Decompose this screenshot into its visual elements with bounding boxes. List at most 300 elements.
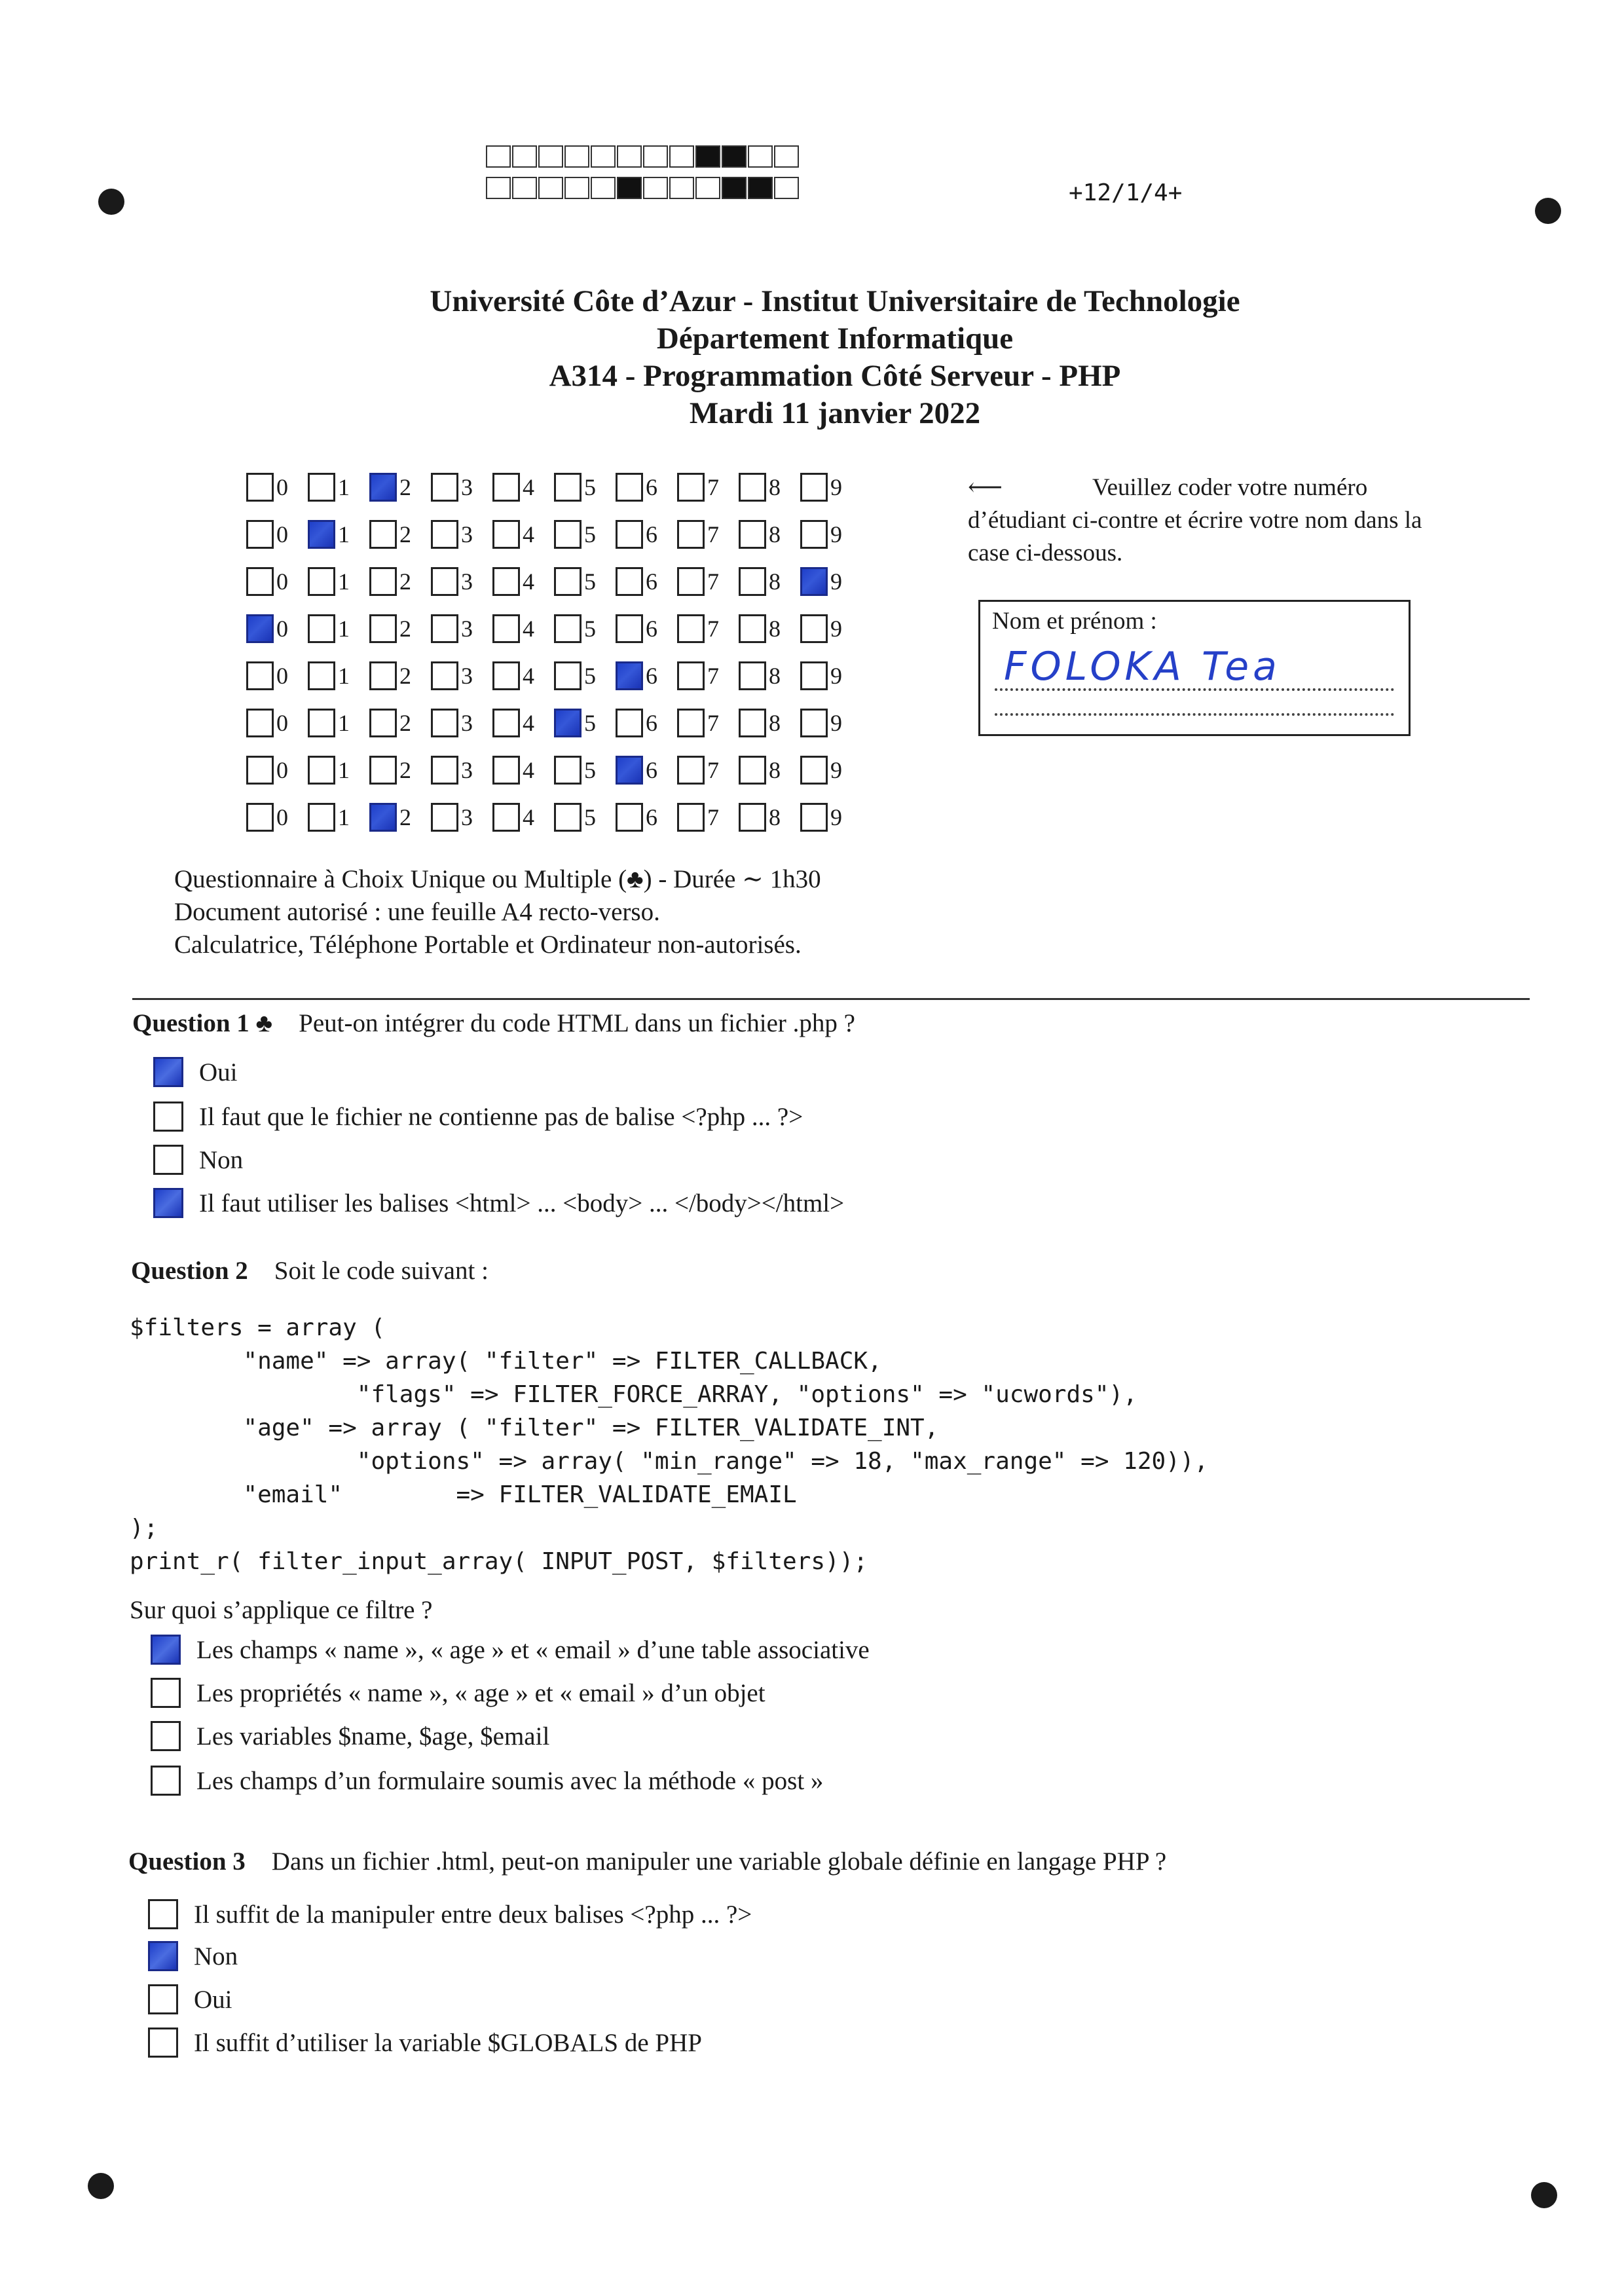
question-3-text: Dans un fichier .html, peut-on manipuler une variable globale définie en langage PHP ?: [271, 1847, 1167, 1876]
barcode-cell: [512, 145, 537, 168]
digit-checkbox[interactable]: [800, 803, 828, 832]
digit-label: 7: [707, 568, 719, 595]
answer-option[interactable]: [151, 1721, 549, 1751]
digit-option[interactable]: [554, 756, 616, 785]
digit-label: 9: [830, 568, 842, 595]
digit-checkbox[interactable]: [616, 614, 643, 643]
digit-label: 5: [584, 521, 596, 547]
digit-checkbox[interactable]: [739, 473, 766, 502]
question-2-title: [131, 1256, 489, 1286]
digit-checkbox[interactable]: [616, 709, 643, 737]
digit-option[interactable]: [800, 614, 862, 643]
digit-label: 4: [523, 521, 534, 547]
digit-option[interactable]: [554, 803, 616, 832]
barcode-row-2: [486, 177, 800, 199]
digit-option[interactable]: [308, 473, 369, 502]
digit-option[interactable]: [246, 614, 308, 643]
digit-checkbox[interactable]: [308, 661, 335, 690]
digit-option[interactable]: [308, 803, 369, 832]
digit-label: 3: [461, 474, 473, 500]
barcode-cell: [774, 145, 799, 168]
digit-option[interactable]: [308, 709, 369, 737]
digit-option[interactable]: [739, 473, 800, 502]
digit-checkbox[interactable]: [431, 661, 458, 690]
digit-checkbox[interactable]: [492, 709, 520, 737]
digit-label: 2: [399, 616, 411, 642]
digit-checkbox[interactable]: [492, 567, 520, 596]
barcode-cell: [722, 177, 747, 199]
digit-option[interactable]: [431, 614, 492, 643]
digit-label: 5: [584, 804, 596, 830]
digit-option[interactable]: [616, 567, 677, 596]
digit-checkbox[interactable]: [308, 756, 335, 785]
name-line-2: [995, 700, 1394, 716]
answer-option[interactable]: [153, 1102, 803, 1132]
barcode-cell: [695, 145, 720, 168]
corner-mark-bottom-right: [1531, 2182, 1557, 2208]
digit-option[interactable]: [492, 661, 554, 690]
digit-option[interactable]: [739, 803, 800, 832]
answer-text: Non: [194, 1942, 238, 1971]
digit-checkbox[interactable]: [554, 473, 581, 502]
exam-header: [0, 283, 1624, 432]
digit-checkbox[interactable]: [616, 803, 643, 832]
php-code-block: $filters = array ( "name" => array( "filter" => FILTER_CALLBACK, "flags" => FILTER_FORCE_ARRAY, "options" => "ucwords"), "age" => array ( "filter" => FILTER_VALIDATE_INT, "options" => array( "min_range" => 18, "max_range" => 120)), "email" => FILTER_VALIDATE_EMAIL ); print_r( filter_input_array( INPUT_POST, $filters));: [130, 1314, 1209, 1575]
digit-label: 8: [769, 804, 781, 830]
answer-option[interactable]: [153, 1188, 844, 1218]
digit-label: 3: [461, 710, 473, 736]
digit-checkbox[interactable]: [369, 756, 397, 785]
digit-option[interactable]: [616, 803, 677, 832]
answer-checkbox[interactable]: [148, 1984, 178, 2014]
exam-info: [174, 863, 821, 961]
question-3-label: Question 3: [128, 1847, 246, 1876]
digit-label: 2: [399, 663, 411, 689]
digit-label: 2: [399, 521, 411, 547]
answer-text: Il suffit de la manipuler entre deux balises <?php ... ?>: [194, 1900, 752, 1929]
digit-option[interactable]: [308, 614, 369, 643]
digit-label: 3: [461, 616, 473, 642]
digit-option[interactable]: [492, 756, 554, 785]
question-2-prompt: Sur quoi s’applique ce filtre ?: [130, 1596, 433, 1624]
barcode-cell: [748, 145, 773, 168]
digit-checkbox[interactable]: [431, 803, 458, 832]
digit-option[interactable]: [369, 473, 431, 502]
barcode-cell: [748, 177, 773, 199]
barcode-cell: [617, 145, 642, 168]
digit-checkbox[interactable]: [308, 567, 335, 596]
digit-label: 7: [707, 474, 719, 500]
digit-label: 5: [584, 757, 596, 783]
digit-checkbox[interactable]: [739, 756, 766, 785]
digit-option[interactable]: [431, 567, 492, 596]
digit-label: 8: [769, 710, 781, 736]
digit-checkbox[interactable]: [246, 473, 274, 502]
corner-mark-top-left: [98, 189, 124, 215]
answer-option[interactable]: [148, 1899, 752, 1929]
digit-checkbox[interactable]: [308, 520, 335, 549]
digit-label: 7: [707, 710, 719, 736]
digit-checkbox[interactable]: [308, 709, 335, 737]
digit-checkbox[interactable]: [677, 709, 705, 737]
digit-checkbox[interactable]: [431, 473, 458, 502]
digit-checkbox[interactable]: [431, 520, 458, 549]
digit-checkbox[interactable]: [677, 661, 705, 690]
digit-option[interactable]: [431, 473, 492, 502]
digit-checkbox[interactable]: [369, 473, 397, 502]
digit-option[interactable]: [308, 661, 369, 690]
digit-checkbox[interactable]: [492, 756, 520, 785]
digit-label: 1: [338, 757, 350, 783]
barcode-cell: [643, 177, 668, 199]
digit-label: 6: [646, 804, 657, 830]
answer-option[interactable]: [148, 2028, 702, 2058]
digit-checkbox[interactable]: [369, 567, 397, 596]
digit-option[interactable]: [246, 661, 308, 690]
digit-option[interactable]: [616, 661, 677, 690]
digit-checkbox[interactable]: [369, 661, 397, 690]
answer-checkbox[interactable]: [151, 1721, 181, 1751]
digit-checkbox[interactable]: [369, 803, 397, 832]
digit-checkbox[interactable]: [431, 614, 458, 643]
digit-option[interactable]: [554, 709, 616, 737]
digit-label: 4: [523, 663, 534, 689]
student-number-row: [246, 794, 862, 841]
student-number-row: [246, 747, 862, 794]
digit-option[interactable]: [492, 473, 554, 502]
digit-option[interactable]: [554, 661, 616, 690]
digit-label: 6: [646, 521, 657, 547]
digit-label: 4: [523, 616, 534, 642]
digit-option[interactable]: [308, 520, 369, 549]
digit-label: 5: [584, 568, 596, 595]
digit-label: 2: [399, 757, 411, 783]
digit-checkbox[interactable]: [246, 756, 274, 785]
answer-checkbox[interactable]: [148, 1941, 178, 1971]
digit-checkbox[interactable]: [677, 614, 705, 643]
digit-option[interactable]: [246, 520, 308, 549]
name-box[interactable]: [978, 600, 1411, 736]
answer-checkbox[interactable]: [151, 1678, 181, 1708]
digit-label: 0: [276, 710, 288, 736]
digit-option[interactable]: [431, 520, 492, 549]
answer-option[interactable]: [153, 1145, 243, 1175]
digit-checkbox[interactable]: [308, 803, 335, 832]
digit-option[interactable]: [308, 567, 369, 596]
digit-checkbox[interactable]: [677, 520, 705, 549]
digit-checkbox[interactable]: [800, 567, 828, 596]
digit-checkbox[interactable]: [554, 803, 581, 832]
answer-text: Les variables $name, $age, $email: [196, 1722, 550, 1750]
digit-option[interactable]: [800, 520, 862, 549]
digit-option[interactable]: [246, 756, 308, 785]
digit-checkbox[interactable]: [308, 473, 335, 502]
digit-checkbox[interactable]: [246, 803, 274, 832]
digit-label: 9: [830, 521, 842, 547]
digit-label: 4: [523, 568, 534, 595]
digit-checkbox[interactable]: [308, 614, 335, 643]
digit-label: 8: [769, 663, 781, 689]
digit-option[interactable]: [308, 756, 369, 785]
digit-option[interactable]: [492, 709, 554, 737]
digit-label: 0: [276, 616, 288, 642]
digit-option[interactable]: [246, 567, 308, 596]
answer-text: Les champs d’un formulaire soumis avec la méthode « post »: [196, 1766, 824, 1795]
digit-checkbox[interactable]: [492, 614, 520, 643]
digit-option[interactable]: [554, 614, 616, 643]
digit-checkbox[interactable]: [492, 520, 520, 549]
digit-checkbox[interactable]: [554, 709, 581, 737]
digit-label: 6: [646, 710, 657, 736]
digit-option[interactable]: [431, 709, 492, 737]
digit-label: 0: [276, 568, 288, 595]
answer-checkbox[interactable]: [153, 1188, 183, 1218]
digit-option[interactable]: [616, 520, 677, 549]
digit-label: 0: [276, 663, 288, 689]
digit-label: 7: [707, 663, 719, 689]
digit-option[interactable]: [739, 567, 800, 596]
digit-option[interactable]: [246, 709, 308, 737]
digit-checkbox[interactable]: [246, 709, 274, 737]
digit-checkbox[interactable]: [616, 567, 643, 596]
digit-option[interactable]: [492, 520, 554, 549]
digit-option[interactable]: [677, 614, 739, 643]
digit-checkbox[interactable]: [677, 473, 705, 502]
answer-option[interactable]: [148, 1984, 232, 2014]
exam-info-line-3: Calculatrice, Téléphone Portable et Ordinateur non-autorisés.: [174, 931, 802, 959]
digit-checkbox[interactable]: [431, 567, 458, 596]
question-1-label: Question 1 ♣: [132, 1009, 273, 1037]
digit-label: 0: [276, 804, 288, 830]
digit-option[interactable]: [677, 661, 739, 690]
digit-option[interactable]: [677, 567, 739, 596]
digit-checkbox[interactable]: [554, 520, 581, 549]
digit-checkbox[interactable]: [616, 756, 643, 785]
digit-option[interactable]: [677, 520, 739, 549]
answer-checkbox[interactable]: [153, 1145, 183, 1175]
digit-checkbox[interactable]: [677, 567, 705, 596]
digit-checkbox[interactable]: [739, 614, 766, 643]
digit-checkbox[interactable]: [739, 709, 766, 737]
digit-option[interactable]: [492, 803, 554, 832]
digit-label: 3: [461, 804, 473, 830]
answer-option[interactable]: [151, 1766, 823, 1796]
digit-option[interactable]: [246, 803, 308, 832]
digit-label: 3: [461, 757, 473, 783]
digit-option[interactable]: [369, 661, 431, 690]
barcode-cell: [774, 177, 799, 199]
question-2-text: Soit le code suivant :: [274, 1257, 489, 1285]
digit-label: 6: [646, 616, 657, 642]
digit-checkbox[interactable]: [246, 520, 274, 549]
digit-checkbox[interactable]: [369, 614, 397, 643]
digit-option[interactable]: [739, 614, 800, 643]
digit-checkbox[interactable]: [739, 661, 766, 690]
digit-checkbox[interactable]: [492, 473, 520, 502]
digit-option[interactable]: [369, 709, 431, 737]
barcode-cell: [695, 177, 720, 199]
question-3-title: [128, 1847, 1166, 1876]
digit-checkbox[interactable]: [554, 756, 581, 785]
digit-option[interactable]: [800, 473, 862, 502]
answer-text: Oui: [199, 1058, 238, 1086]
digit-option[interactable]: [369, 614, 431, 643]
digit-label: 7: [707, 804, 719, 830]
digit-checkbox[interactable]: [431, 756, 458, 785]
answer-option[interactable]: [153, 1057, 238, 1087]
corner-mark-top-right: [1535, 198, 1561, 224]
digit-option[interactable]: [554, 567, 616, 596]
digit-checkbox[interactable]: [800, 709, 828, 737]
header-date: Mardi 11 janvier 2022: [689, 396, 981, 430]
barcode-cell: [591, 177, 616, 199]
digit-option[interactable]: [677, 709, 739, 737]
barcode-cell: [643, 145, 668, 168]
digit-option[interactable]: [431, 661, 492, 690]
digit-option[interactable]: [739, 709, 800, 737]
digit-checkbox[interactable]: [492, 803, 520, 832]
digit-label: 4: [523, 804, 534, 830]
answer-text: Non: [199, 1145, 244, 1174]
instructions-rest: d’étudiant ci-contre et écrire votre nom dans la case ci-dessous.: [968, 507, 1422, 566]
digit-label: 2: [399, 804, 411, 830]
digit-option[interactable]: [369, 520, 431, 549]
digit-checkbox[interactable]: [554, 614, 581, 643]
digit-checkbox[interactable]: [554, 661, 581, 690]
digit-option[interactable]: [431, 803, 492, 832]
digit-label: 5: [584, 663, 596, 689]
digit-checkbox[interactable]: [739, 567, 766, 596]
digit-option[interactable]: [492, 614, 554, 643]
digit-option[interactable]: [800, 803, 862, 832]
answer-option[interactable]: [148, 1941, 238, 1971]
digit-label: 1: [338, 521, 350, 547]
sheet-code: +12/1/4+: [1069, 179, 1183, 206]
digit-option[interactable]: [369, 803, 431, 832]
digit-label: 8: [769, 568, 781, 595]
digit-option[interactable]: [800, 756, 862, 785]
digit-option[interactable]: [431, 756, 492, 785]
digit-checkbox[interactable]: [554, 567, 581, 596]
digit-checkbox[interactable]: [431, 709, 458, 737]
barcode-cell: [669, 177, 694, 199]
barcode-cell: [564, 177, 589, 199]
digit-checkbox[interactable]: [246, 614, 274, 643]
question-1-title: [132, 1009, 855, 1038]
name-box-label: Nom et prénom :: [992, 608, 1157, 635]
digit-option[interactable]: [677, 756, 739, 785]
digit-checkbox[interactable]: [369, 709, 397, 737]
student-number-grid: [246, 464, 862, 841]
digit-option[interactable]: [677, 473, 739, 502]
digit-checkbox[interactable]: [800, 614, 828, 643]
digit-option[interactable]: [616, 756, 677, 785]
digit-checkbox[interactable]: [246, 661, 274, 690]
digit-checkbox[interactable]: [616, 473, 643, 502]
digit-checkbox[interactable]: [492, 661, 520, 690]
digit-label: 7: [707, 757, 719, 783]
answer-option[interactable]: [151, 1678, 766, 1708]
digit-option[interactable]: [800, 567, 862, 596]
digit-option[interactable]: [616, 709, 677, 737]
digit-option[interactable]: [492, 567, 554, 596]
answer-text: Les champs « name », « age » et « email » d’une table associative: [196, 1635, 870, 1664]
digit-option[interactable]: [739, 661, 800, 690]
barcode-cell: [564, 145, 589, 168]
question-1-text: Peut-on intégrer du code HTML dans un fichier .php ?: [299, 1009, 855, 1037]
digit-option[interactable]: [800, 661, 862, 690]
digit-checkbox[interactable]: [800, 520, 828, 549]
digit-label: 1: [338, 616, 350, 642]
digit-label: 2: [399, 474, 411, 500]
digit-checkbox[interactable]: [677, 803, 705, 832]
digit-checkbox[interactable]: [739, 520, 766, 549]
answer-option[interactable]: [151, 1635, 870, 1665]
barcode-cell: [591, 145, 616, 168]
digit-option[interactable]: [739, 520, 800, 549]
digit-label: 8: [769, 757, 781, 783]
digit-label: 6: [646, 663, 657, 689]
digit-label: 1: [338, 474, 350, 500]
left-arrow-icon: ⟵: [968, 474, 1003, 501]
digit-checkbox[interactable]: [616, 661, 643, 690]
answer-checkbox[interactable]: [151, 1635, 181, 1665]
answer-checkbox[interactable]: [153, 1102, 183, 1132]
digit-label: 4: [523, 757, 534, 783]
digit-checkbox[interactable]: [616, 520, 643, 549]
digit-label: 0: [276, 521, 288, 547]
digit-checkbox[interactable]: [800, 661, 828, 690]
digit-checkbox[interactable]: [739, 803, 766, 832]
digit-label: 1: [338, 568, 350, 595]
digit-label: 1: [338, 804, 350, 830]
answer-checkbox[interactable]: [148, 1899, 178, 1929]
digit-option[interactable]: [246, 473, 308, 502]
digit-option[interactable]: [800, 709, 862, 737]
answer-checkbox[interactable]: [148, 2028, 178, 2058]
digit-label: 2: [399, 710, 411, 736]
corner-mark-bottom-left: [88, 2173, 114, 2199]
digit-checkbox[interactable]: [677, 756, 705, 785]
digit-checkbox[interactable]: [800, 756, 828, 785]
answer-checkbox[interactable]: [151, 1766, 181, 1796]
exam-info-line-2: Document autorisé : une feuille A4 recto-verso.: [174, 898, 660, 926]
digit-label: 3: [461, 521, 473, 547]
digit-checkbox[interactable]: [800, 473, 828, 502]
digit-option[interactable]: [739, 756, 800, 785]
barcode-cell: [722, 145, 747, 168]
header-university: Université Côte d’Azur - Institut Universitaire de Technologie: [430, 284, 1240, 318]
digit-option[interactable]: [554, 473, 616, 502]
digit-label: 9: [830, 616, 842, 642]
digit-option[interactable]: [616, 614, 677, 643]
student-number-row: [246, 464, 862, 511]
instructions-first-line: Veuillez coder votre numéro: [1092, 474, 1368, 501]
digit-option[interactable]: [616, 473, 677, 502]
digit-checkbox[interactable]: [246, 567, 274, 596]
digit-option[interactable]: [677, 803, 739, 832]
digit-checkbox[interactable]: [369, 520, 397, 549]
digit-option[interactable]: [369, 756, 431, 785]
exam-info-line-1: Questionnaire à Choix Unique ou Multiple (♣) - Durée ∼ 1h30: [174, 865, 821, 893]
digit-option[interactable]: [554, 520, 616, 549]
digit-label: 7: [707, 616, 719, 642]
student-instructions: [968, 472, 1439, 570]
separator-line: [132, 998, 1530, 1000]
barcode-cell: [538, 145, 563, 168]
answer-checkbox[interactable]: [153, 1057, 183, 1087]
digit-option[interactable]: [369, 567, 431, 596]
